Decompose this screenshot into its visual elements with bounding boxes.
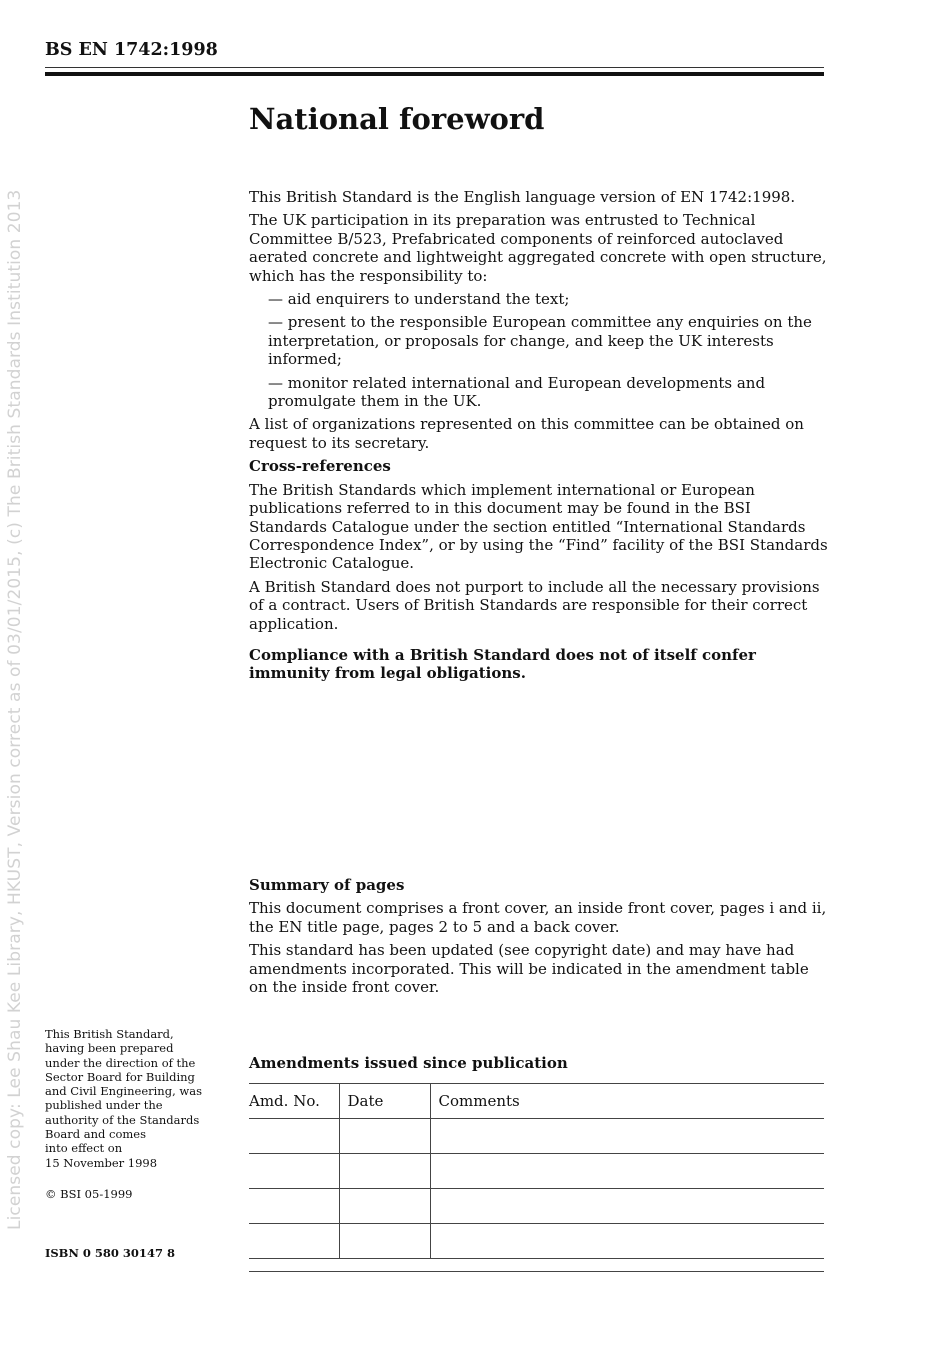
paragraph: This British Standard is the English language version of EN 1742:1998. [249,188,796,206]
table-row [249,1189,824,1224]
table-cell [430,1119,824,1154]
publication-note-line: under the direction of the [45,1055,196,1070]
amendments-table [249,1083,824,1259]
amendments-heading: Amendments issued since publication [249,1054,568,1072]
copyright-notice: © BSI 05-1999 [45,1187,133,1201]
table-cell [430,1224,824,1259]
section-heading-cross-references: Cross-references [249,457,391,476]
table-cell [339,1224,430,1259]
table-header-row [249,1084,824,1119]
page-title: National foreword [249,102,545,136]
footer-rule [249,1271,824,1272]
table-cell [249,1154,339,1189]
paragraph: The British Standards which implement international or European publications referred to in this document may be found in the BSI Standards Catalogue under the section entitled “International Standards Correspondence Index”, or by using the “Find” facility of the BSI Standards Electronic Catalogue. [249,480,828,573]
header-rule-thick [45,72,824,76]
publication-note-line: into effect on [45,1141,123,1156]
table-cell [339,1154,430,1189]
paragraph: A list of organizations represented on this committee can be obtained on request to its secretary. [249,415,804,452]
paragraph: A British Standard does not purport to include all the necessary provisions of a contract. Users of British Standards are responsible for their correct application. [249,577,820,633]
list-item: — aid enquirers to understand the text; [268,290,570,309]
header-rule-thin [45,67,824,68]
publication-note-line: having been prepared [45,1041,174,1056]
compliance-statement: Compliance with a British Standard does not of itself confer immunity from legal obligations. [249,645,756,683]
table-cell [430,1154,824,1189]
table-row [249,1224,824,1259]
publication-note-line: authority of the Standards [45,1112,200,1127]
table-cell [339,1189,430,1224]
table-cell [249,1119,339,1154]
license-watermark: Licensed copy: Lee Shau Kee Library, HKUST, Version correct as of 03/01/2015, (c) The British Standards Institution 2013 [5,189,25,1230]
publication-note-line: Sector Board for Building [45,1069,195,1084]
foreword-section [249,100,829,688]
paragraph: The UK participation in its preparation was entrusted to Technical Committee B/523, Prefabricated components of reinforced autoclaved aerated concrete and lightweight aggregated concrete with open structure, which has the responsibility to: [249,211,827,285]
section-heading-summary: Summary of pages [249,876,405,894]
table-row [249,1154,824,1189]
publication-note-line: published under the [45,1098,163,1113]
publication-note-line: and Civil Engineering, was [45,1084,202,1099]
list-item: — present to the responsible European committee any enquiries on the interpretation, or proposals for change, and keep the UK interests informed; [268,313,812,369]
summary-section [249,876,829,1001]
publication-note [45,1027,220,1170]
table-cell [249,1189,339,1224]
publication-note-line: 15 November 1998 [45,1155,158,1170]
table-cell [339,1119,430,1154]
document-id: BS EN 1742:1998 [45,40,218,60]
column-header-date: Date [339,1084,430,1119]
publication-note-line: Board and comes [45,1127,147,1142]
list-item: — monitor related international and European developments and promulgate them in the UK. [268,373,766,411]
paragraph: This document comprises a front cover, an inside front cover, pages i and ii, the EN title page, pages 2 to 5 and a back cover. [249,899,827,936]
table-row [249,1119,824,1154]
table-cell [249,1224,339,1259]
table-cell [430,1189,824,1224]
publication-note-line: This British Standard, [45,1027,174,1041]
column-header-comments: Comments [430,1084,824,1119]
isbn: ISBN 0 580 30147 8 [45,1246,175,1260]
column-header-amd-no: Amd. No. [249,1084,339,1119]
paragraph: This standard has been updated (see copyright date) and may have had amendments incorporated. This will be indicated in the amendment table on the inside front cover. [249,941,809,997]
